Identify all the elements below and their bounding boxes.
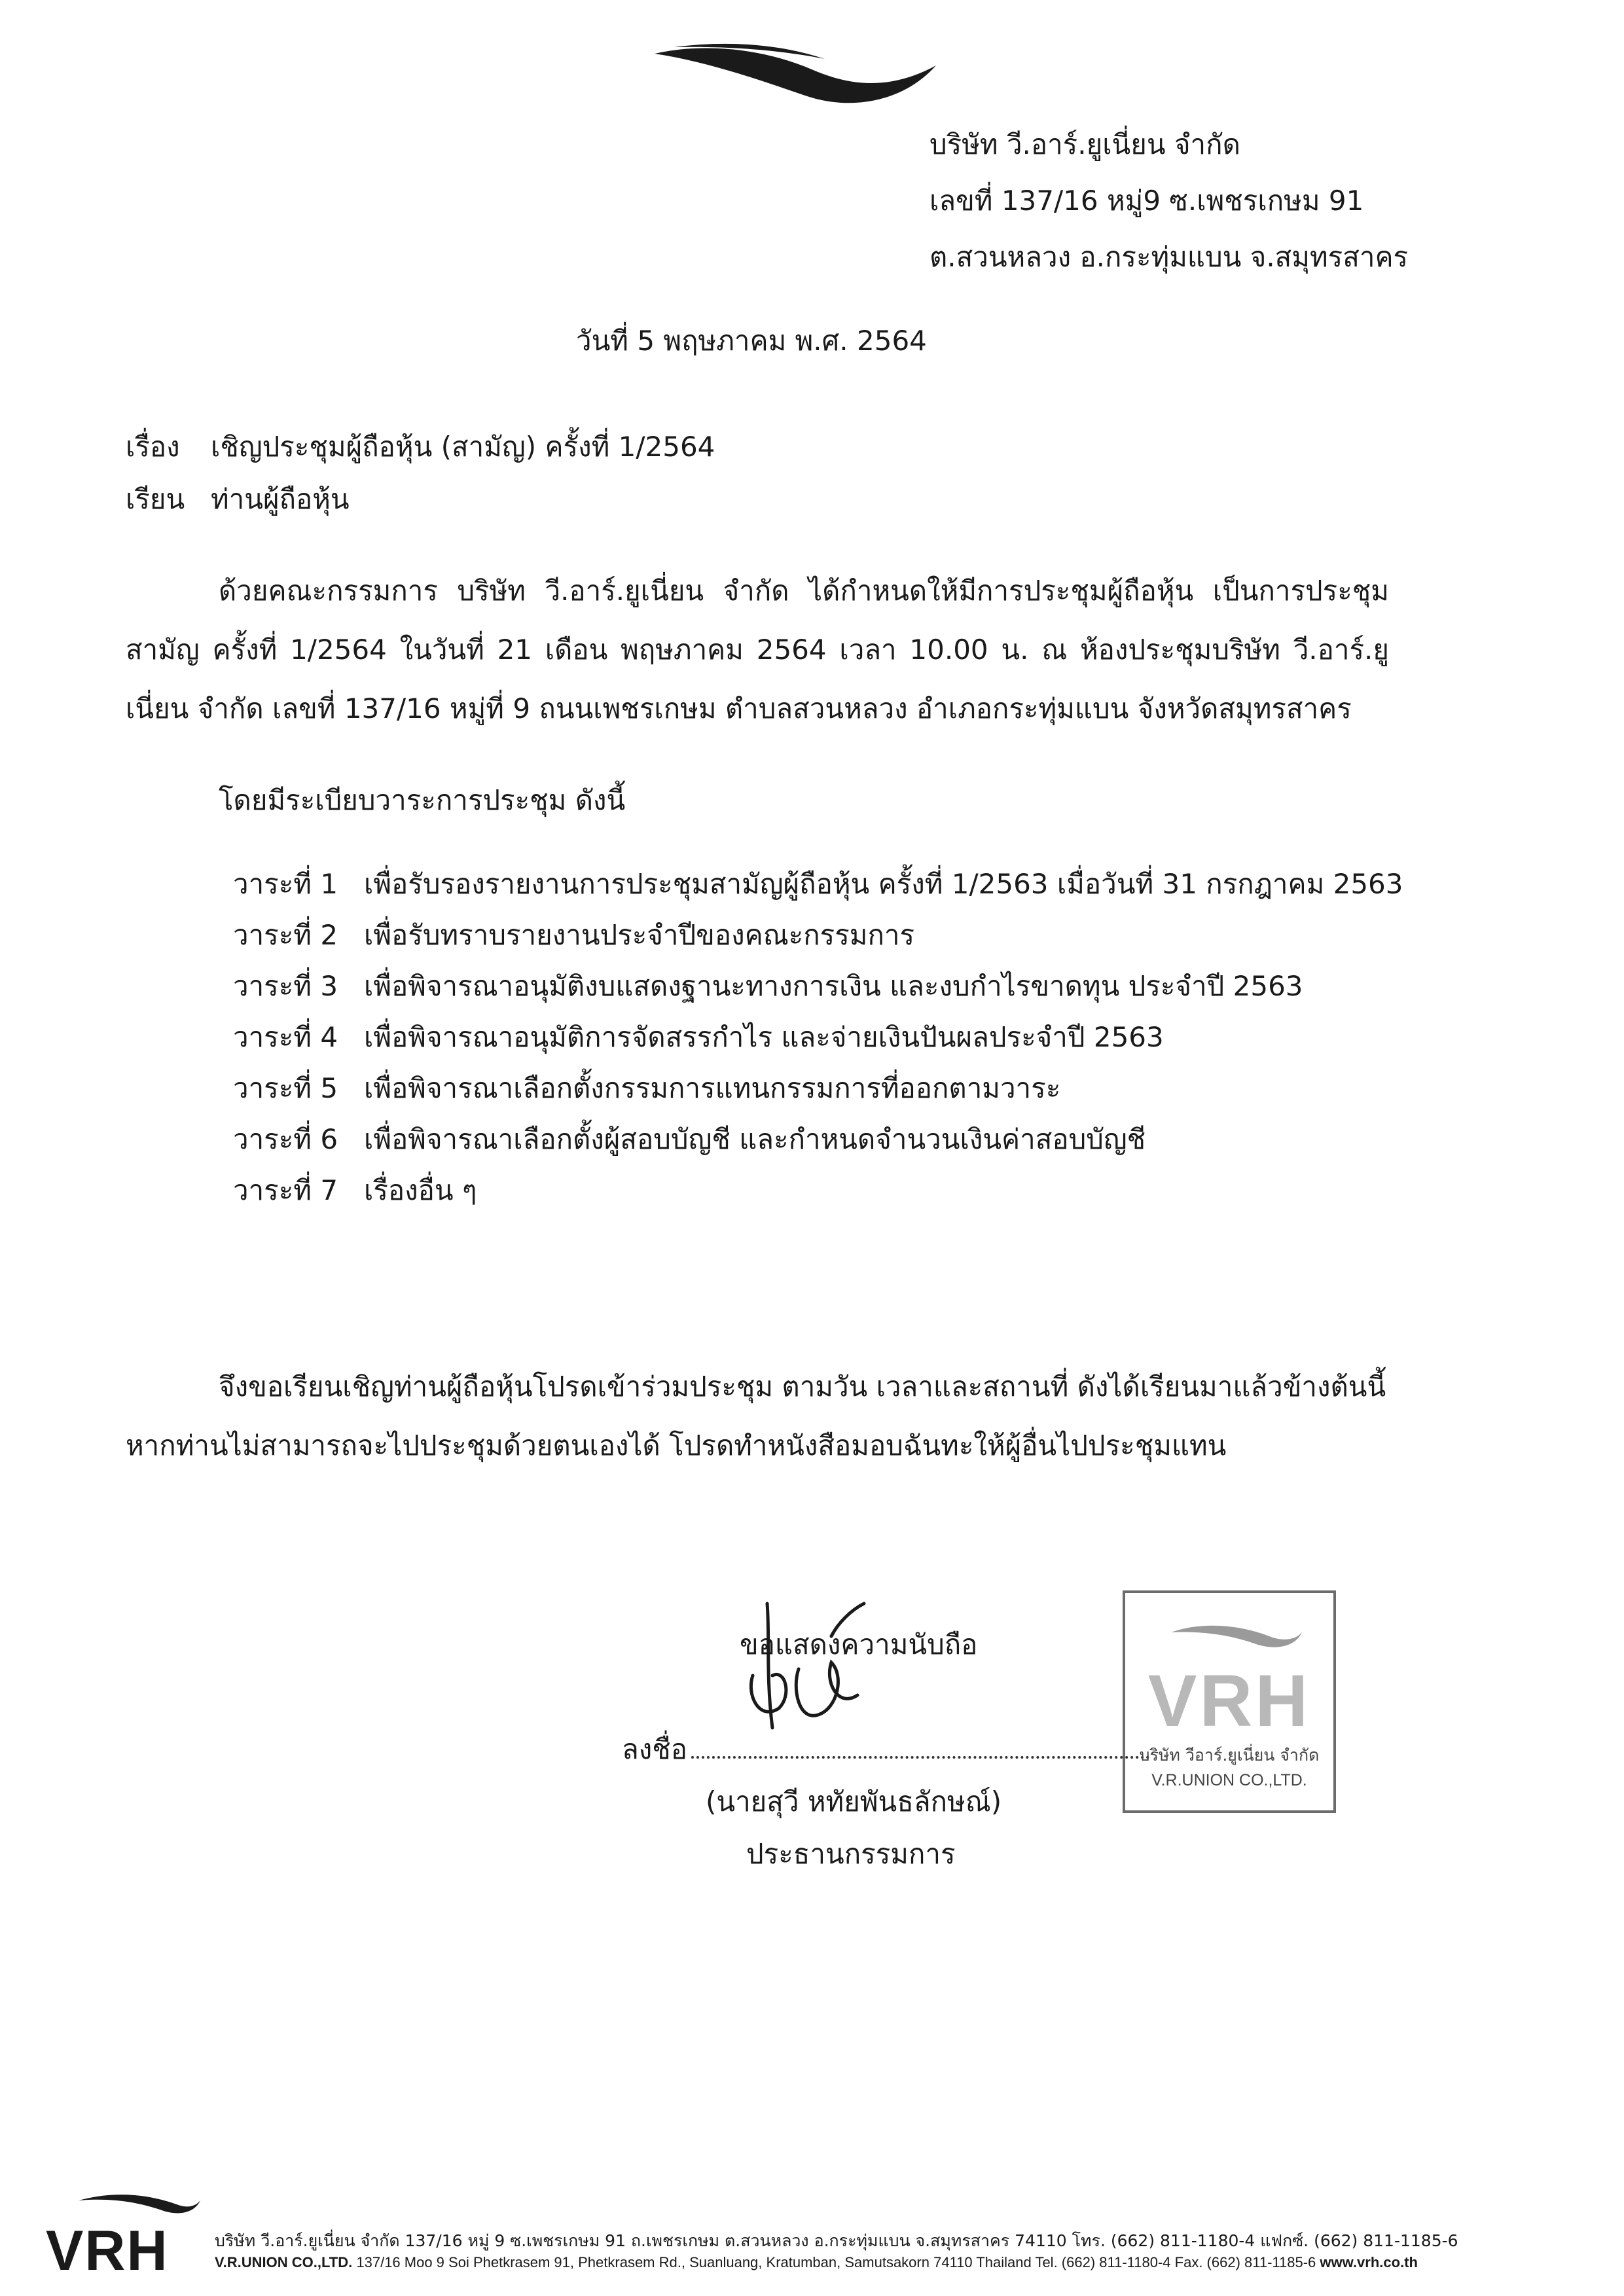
signature-dotted-line	[691, 1755, 1149, 1759]
agenda-text: เพื่อรับทราบรายงานประจำปีของคณะกรรมการ	[364, 919, 915, 951]
agenda-item	[233, 1114, 1403, 1165]
letter-date: วันที่ 5 พฤษภาคม พ.ศ. 2564	[576, 325, 927, 357]
agenda-item	[233, 1012, 1403, 1063]
signer-position: ประธานกรรมการ	[746, 1838, 956, 1870]
agenda-intro: โดยมีระเบียบวาระการประชุม ดังนี้	[219, 784, 626, 816]
page-footer	[46, 2186, 1604, 2282]
subject-label: เรื่อง	[126, 431, 180, 463]
agenda-text: เพื่อพิจารณาเลือกตั้งกรรมการแทนกรรมการที่ออกตามวาระ	[364, 1072, 1061, 1104]
agenda-number: วาระที่ 6	[233, 1123, 338, 1155]
stamp-swoosh-icon	[1145, 1613, 1314, 1659]
letterhead-address	[929, 117, 1408, 285]
signature-line	[622, 1728, 1149, 1771]
agenda-item	[233, 910, 1403, 961]
letterhead-address-line-2: ต.สวนหลวง อ.กระทุ่มแบน จ.สมุทรสาคร	[929, 241, 1409, 273]
agenda-text: เพื่อพิจารณาอนุมัติงบแสดงฐานะทางการเงิน และงบกำไรขาดทุน ประจำปี 2563	[364, 970, 1303, 1002]
company-stamp	[1123, 1590, 1336, 1813]
agenda-number: วาระที่ 7	[233, 1174, 338, 1206]
agenda-text: เรื่องอื่น ๆ	[364, 1174, 477, 1206]
agenda-text: เพื่อรับรองรายงานการประชุมสามัญผู้ถือหุ้น ครั้งที่ 1/2563 เมื่อวันที่ 31 กรกฎาคม 2563	[364, 868, 1403, 900]
signer-name: (นายสุวี หทัยพันธลักษณ์)	[706, 1785, 1002, 1818]
agenda-number: วาระที่ 1	[233, 868, 338, 900]
footer-english-company: V.R.UNION CO.,LTD.	[215, 2254, 353, 2270]
closing-regards: ขอแสดงความนับถือ	[740, 1628, 978, 1660]
agenda-text: เพื่อพิจารณาอนุมัติการจัดสรรกำไร และจ่ายเงินปันผลประจำปี 2563	[364, 1021, 1164, 1053]
stamp-thai-name: บริษัท วีอาร์.ยูเนี่ยน จำกัด	[1139, 1746, 1320, 1765]
recipient-label: เรียน	[126, 483, 185, 515]
stamp-brand: VRH	[1147, 1660, 1311, 1742]
body-paragraph: ด้วยคณะกรรมการ บริษัท วี.อาร์.ยูเนี่ยน จำกัด ได้กำหนดให้มีการประชุมผู้ถือหุ้น เป็นการประชุมสามัญ ครั้งที่ 1/2564 ในวันที่ 21 เดือน พฤษภาคม 2564 เวลา 10.00 น. ณ ห้องประชุมบริษัท วี.อาร์.ยูเนี่ยน จำกัด เลขที่ 137/16 หมู่ที่ 9 ถนนเพชรเกษม ตำบลสวนหลวง อำเภอกระทุ่มแบน จังหวัดสมุทรสาคร	[126, 575, 1389, 725]
sign-label: ลงชื่อ	[622, 1733, 687, 1765]
agenda-item	[233, 859, 1403, 910]
agenda-list	[233, 859, 1403, 1216]
agenda-item	[233, 961, 1403, 1012]
subject-line	[126, 425, 715, 469]
footer-english-line: 137/16 Moo 9 Soi Phetkrasem 91, Phetkrasem Rd., Suanluang, Kratumban, Samutsakorn 74110 Thailand Tel. (662) 811-1180-4 Fax. (662) 811-1185-6	[356, 2254, 1316, 2270]
footer-thai-address: บริษัท วี.อาร์.ยูเนี่ยน จำกัด 137/16 หมู่ 9 ซ.เพชรเกษม 91 ถ.เพชรเกษม ต.สวนหลวง อ.กระทุ่มแบน จ.สมุทรสาคร 74110 โทร. (662) 811-1180-4 แฟกซ์. (662) 811-1185-6	[215, 2231, 1458, 2250]
recipient-line	[126, 478, 350, 521]
footer-website: www.vrh.co.th	[1320, 2254, 1418, 2270]
letterhead-address-line-1: เลขที่ 137/16 หมู่9 ซ.เพชรเกษม 91	[929, 185, 1364, 217]
handwritten-signature	[707, 1597, 877, 1748]
footer-brand: VRH	[46, 2219, 169, 2282]
footer-logo	[46, 2186, 203, 2282]
recipient-text: ท่านผู้ถือหุ้น	[211, 483, 350, 515]
agenda-number: วาระที่ 3	[233, 970, 338, 1002]
agenda-text: เพื่อพิจารณาเลือกตั้งผู้สอบบัญชี และกำหนดจำนวนเงินค่าสอบบัญชี	[364, 1123, 1146, 1155]
footer-english-address	[215, 2254, 1418, 2271]
closing-paragraph: จึงขอเรียนเชิญท่านผู้ถือหุ้นโปรดเข้าร่วมประชุม ตามวัน เวลาและสถานที่ ดังได้เรียนมาแล้วข้างต้นนี้ หากท่านไม่สามารถจะไปประชุมด้วยตนเองได้ โปรดทำหนังสือมอบฉันทะให้ผู้อื่นไปประชุมแทน	[126, 1371, 1386, 1462]
agenda-number: วาระที่ 5	[233, 1072, 338, 1104]
agenda-item	[233, 1165, 1403, 1216]
stamp-english-name: V.R.UNION CO.,LTD.	[1151, 1771, 1307, 1789]
agenda-number: วาระที่ 2	[233, 919, 338, 951]
agenda-item	[233, 1063, 1403, 1114]
letterhead-company: บริษัท วี.อาร์.ยูเนี่ยน จำกัด	[929, 128, 1240, 160]
subject-text: เชิญประชุมผู้ถือหุ้น (สามัญ) ครั้งที่ 1/2564	[211, 431, 715, 463]
company-logo-swoosh	[655, 39, 943, 131]
agenda-number: วาระที่ 4	[233, 1021, 338, 1053]
footer-swoosh-icon	[72, 2186, 203, 2219]
